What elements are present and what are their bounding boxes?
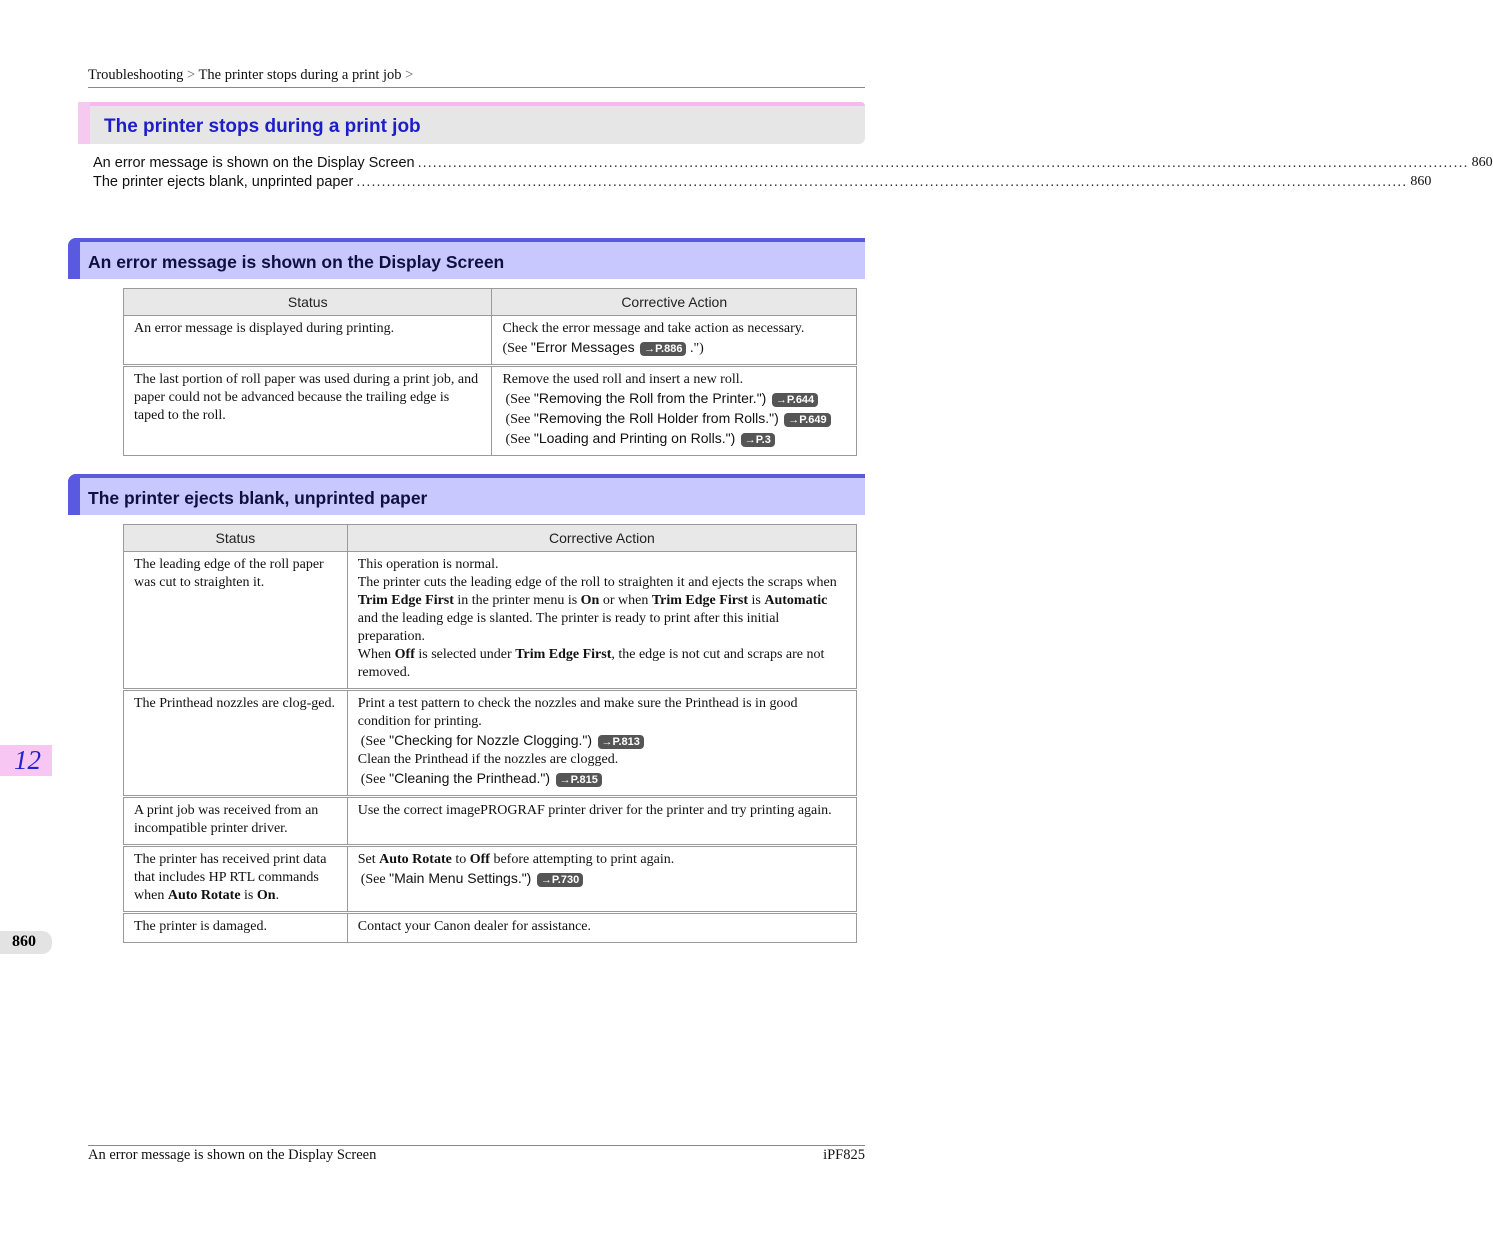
section-header-bar (68, 238, 80, 279)
section-header-error-message (68, 238, 865, 279)
reference-link[interactable]: "Cleaning the Printhead.") (389, 770, 551, 786)
page-ref-badge[interactable]: →P.730 (537, 873, 583, 887)
table-header-row (124, 525, 857, 552)
reference-link[interactable]: "Main Menu Settings.") (389, 870, 532, 886)
menu-term: Off (394, 647, 415, 662)
text-run: When (357, 647, 395, 662)
table-row (124, 846, 857, 913)
reference-link[interactable]: "Removing the Roll from the Printer.") (533, 390, 767, 406)
chapter-number: 12 (14, 745, 41, 775)
menu-term: Auto Rotate (379, 852, 452, 867)
text-run: in the printer menu is (453, 593, 581, 608)
toc-entry[interactable] (93, 155, 1493, 173)
reference-line (358, 869, 847, 889)
title-band-marker (78, 102, 90, 144)
page-number-tab (0, 931, 52, 954)
table-row (124, 690, 857, 797)
status-cell: A print job was received from an incompatible printer driver. (124, 797, 348, 846)
footer-section-title: An error message is shown on the Display Screen (88, 1147, 377, 1163)
text-run: to (451, 852, 470, 867)
page-ref-badge[interactable]: →P.813 (598, 735, 644, 749)
reference-link[interactable]: "Removing the Roll Holder from Rolls.") (533, 410, 779, 426)
menu-term: On (256, 888, 276, 903)
section-header-bar (68, 474, 80, 515)
status-cell: The last portion of roll paper was used during a print job, and paper could not be advanced because the trailing edge is taped to the roll. (124, 366, 492, 456)
action-cell (347, 690, 856, 797)
reference-link[interactable]: "Loading and Printing on Rolls.") (533, 430, 736, 446)
ref-prefix: (See (360, 872, 390, 887)
menu-term: Automatic (764, 593, 828, 608)
status-cell: An error message is displayed during printing. (124, 316, 492, 366)
breadcrumb-link-troubleshooting[interactable]: Troubleshooting (88, 67, 184, 83)
table-header-row (124, 289, 857, 316)
page-title-band (78, 102, 865, 144)
reference-line (502, 409, 847, 429)
breadcrumb (88, 67, 865, 88)
table-row (124, 913, 857, 943)
ref-suffix: .") (689, 341, 704, 356)
breadcrumb-link-current[interactable]: The printer stops during a print job (198, 67, 402, 83)
reference-line (358, 769, 847, 789)
table-row (124, 366, 857, 456)
page-ref-badge[interactable]: →P.3 (741, 433, 775, 447)
page-ref-badge[interactable]: →P.815 (556, 773, 602, 787)
ref-prefix: (See (360, 772, 390, 787)
action-text (358, 574, 847, 646)
action-text: Print a test pattern to check the nozzles and make sure the Printhead is in good condition for printing. (357, 696, 798, 729)
status-cell: The printer is damaged. (124, 913, 348, 943)
action-text (358, 646, 847, 682)
toc-entry-label[interactable]: The printer ejects blank, unprinted paper (93, 174, 354, 190)
page-number: 860 (12, 933, 36, 950)
reference-line (502, 338, 847, 358)
table-row (124, 797, 857, 846)
reference-line (502, 429, 847, 449)
action-text: Check the error message and take action as necessary. (502, 321, 805, 336)
action-text: Clean the Printhead if the nozzles are clogged. (357, 752, 619, 767)
text-run: Set (357, 852, 380, 867)
ref-prefix: (See (505, 432, 534, 447)
page-ref-badge[interactable]: →P.886 (640, 342, 686, 356)
text-run: The printer cuts the leading edge of the roll to straighten it and ejects the scraps when (357, 575, 837, 590)
action-text: This operation is normal. (357, 557, 499, 572)
breadcrumb-separator: > (405, 67, 414, 83)
reference-link[interactable]: "Error Messages (530, 339, 635, 355)
toc-entry-label[interactable]: An error message is shown on the Display Screen (93, 155, 415, 171)
menu-term: Auto Rotate (167, 888, 241, 903)
menu-term: On (580, 593, 600, 608)
table-row (124, 316, 857, 366)
text-run: . (275, 888, 280, 903)
toc-entry[interactable] (93, 174, 1432, 192)
reference-line (358, 731, 847, 751)
toc-leader-dots: ................................................................................................................................................................................................................. (356, 174, 1408, 190)
action-text (358, 851, 847, 869)
column-header-action: Corrective Action (347, 525, 856, 552)
action-cell (347, 552, 856, 690)
toc-entry-page: 860 (1471, 155, 1493, 170)
text-run: The printer has received print data that includes HP RTL commands when (134, 852, 327, 903)
text-run: before attempting to print again. (489, 852, 675, 867)
page-title: The printer stops during a print job (104, 116, 421, 137)
error-message-table (123, 288, 857, 456)
menu-term: Trim Edge First (651, 593, 749, 608)
reference-link[interactable]: "Checking for Nozzle Clogging.") (389, 732, 593, 748)
chapter-tab[interactable] (0, 745, 52, 776)
ref-prefix: (See (505, 392, 534, 407)
toc-entry-page: 860 (1410, 174, 1432, 189)
breadcrumb-separator: > (186, 67, 196, 83)
text-run: or when (599, 593, 652, 608)
text-run: is (240, 888, 257, 903)
section-header-blank-paper (68, 474, 865, 515)
menu-term: Trim Edge First (515, 647, 612, 662)
action-cell (492, 366, 857, 456)
page-ref-badge[interactable]: →P.649 (784, 413, 830, 427)
action-cell (492, 316, 857, 366)
text-run: is (748, 593, 765, 608)
ref-prefix: (See (505, 412, 534, 427)
column-header-status: Status (124, 525, 348, 552)
title-band-accent (78, 102, 865, 106)
reference-line (502, 389, 847, 409)
menu-term: Trim Edge First (357, 593, 454, 608)
status-cell: The Printhead nozzles are clog-ged. (124, 690, 348, 797)
status-cell: The leading edge of the roll paper was cut to straighten it. (124, 552, 348, 690)
menu-term: Off (469, 852, 490, 867)
text-run: and the leading edge is slanted. The printer is ready to print after this initial preparation. (357, 611, 780, 644)
toc-leader-dots: ................................................................................................................................................................................................................. (417, 155, 1469, 171)
text-run: is selected under (414, 647, 516, 662)
action-cell (347, 846, 856, 913)
action-cell: Contact your Canon dealer for assistance. (347, 913, 856, 943)
footer-model-name: iPF825 (823, 1147, 865, 1163)
column-header-status: Status (124, 289, 492, 316)
status-cell (124, 846, 348, 913)
footer-divider (88, 1145, 865, 1146)
ref-prefix: (See (502, 341, 531, 356)
section-title: The printer ejects blank, unprinted paper (88, 488, 428, 508)
column-header-action: Corrective Action (492, 289, 857, 316)
text-run: , the edge is not cut and scraps are not removed. (357, 647, 825, 680)
blank-paper-table (123, 524, 857, 943)
action-cell: Use the correct imagePROGRAF printer driver for the printer and try printing again. (347, 797, 856, 846)
ref-prefix: (See (360, 734, 390, 749)
table-row (124, 552, 857, 690)
page-ref-badge[interactable]: →P.644 (772, 393, 818, 407)
action-text: Remove the used roll and insert a new roll. (502, 372, 744, 387)
section-title: An error message is shown on the Display Screen (88, 252, 505, 272)
